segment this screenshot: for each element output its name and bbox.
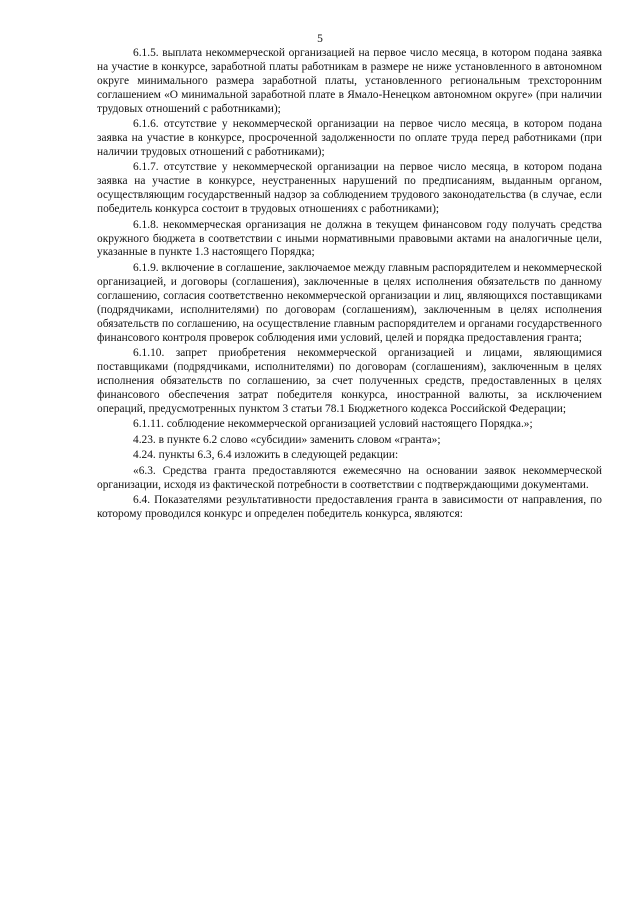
- paragraph-4-24: 4.24. пункты 6.3, 6.4 изложить в следующей редакции:: [133, 449, 399, 462]
- paragraph-6-1-8: 6.1.8. некоммерческая организация не должна в текущем финансовом году получать средства окружного бюджета в соответствии с иными нормативными правовыми актами на аналогичные цели, указанные в пункте 1.3 настоящего Порядка;: [97, 218, 602, 259]
- paragraph-6-1-5: 6.1.5. выплата некоммерческой организацией на первое число месяца, в котором подана заявка на участие в конкурсе, заработной платы работникам в размере не ниже установленного в автономном округе минимального размера заработной платы, установленного региональным трехсторонним соглашением «О минимальной заработной плате в Ямало-Ненецком автономном округе» (при наличии трудовых отношений с работниками);: [97, 47, 602, 115]
- paragraph-6-1-7: 6.1.7. отсутствие у некоммерческой организации на первое число месяца, в котором подана заявка на участие в конкурсе, неустраненных нарушений по предписаниям, выданным органом, осуществляющим государственный надзор за соблюдением трудового законодательства (в случае, если победитель конкурса состоит в трудовых отношениях с работниками);: [97, 161, 602, 216]
- paragraph-6-3: «6.3. Средства гранта предоставляются ежемесячно на основании заявок некоммерческой организации, исходя из фактической потребности в соответствии с подтверждающими документами.: [97, 464, 602, 491]
- paragraph-6-1-6: 6.1.6. отсутствие у некоммерческой организации на первое число месяца, в котором подана заявка на участие в конкурсе, просроченной задолженности по оплате труда перед работниками (при наличии трудовых отношений с работниками);: [97, 118, 602, 158]
- paragraph-6-1-10: 6.1.10. запрет приобретения некоммерческой организацией и лицами, являющимися поставщиками (подрядчиками, исполнителями) по договорам (соглашениям), заключенным в целях исполнения обязательств по соглашению, за счет полученных средств, предоставленных в целях финансового обеспечения затрат победителя конкурса, иностранной валюты, за исключением операций, предусмотренных пунктом 3 статьи 78.1 Бюджетного кодекса Российской Федерации;: [97, 347, 602, 415]
- paragraph-6-1-9: 6.1.9. включение в соглашение, заключаемое между главным распорядителем и некоммерческой организацией, и договоры (соглашения), заключенные в целях исполнения обязательств по данному соглашению, согласия соответственно некоммерческой организации и лиц, являющихся поставщиками (подрядчиками, исполнителями) по договорам (соглашениям), заключенным в целях исполнения обязательств по соглашению, на осуществление главным распорядителем и органами государственного финансового контроля проверок соблюдения ими условий, целей и порядка предоставления гранта;: [97, 261, 602, 344]
- document-body: [97, 47, 602, 523]
- paragraph-6-1-11: 6.1.11. соблюдение некоммерческой организацией условий настоящего Порядка.»;: [133, 418, 533, 431]
- paragraph-6-4: 6.4. Показателями результативности предоставления гранта в зависимости от направления, по которому проводился конкурс и определен победитель конкурса, являются:: [97, 494, 602, 520]
- paragraph-4-23: 4.23. в пункте 6.2 слово «субсидии» заменить словом «гранта»;: [133, 433, 441, 446]
- page-number: 5: [317, 33, 323, 45]
